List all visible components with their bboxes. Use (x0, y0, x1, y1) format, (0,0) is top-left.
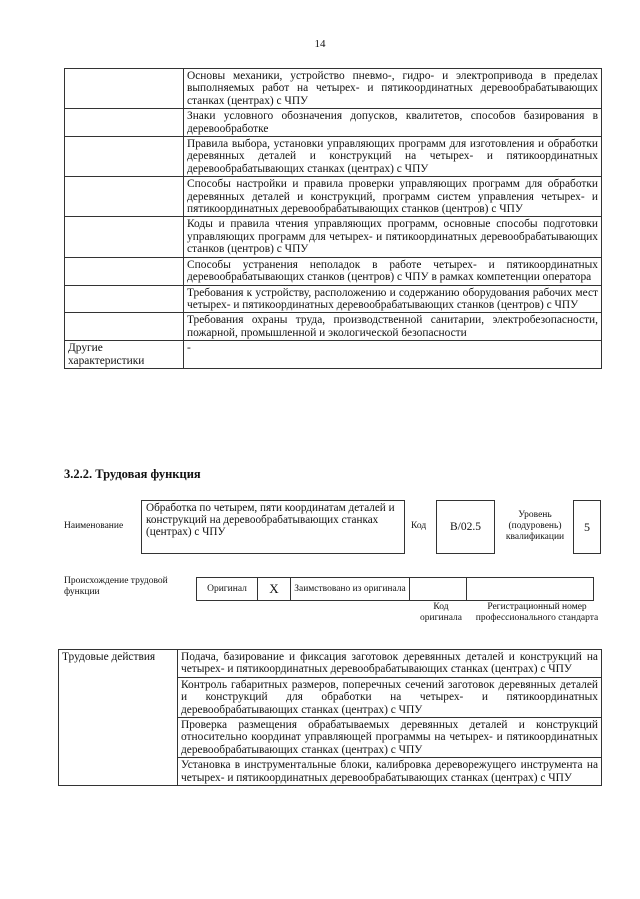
name-label: Наименование (64, 521, 124, 531)
table-row (65, 177, 602, 217)
labor-actions-table (58, 649, 602, 786)
table-row (65, 341, 602, 369)
original-cell: Оригинал (197, 578, 258, 601)
table-row (65, 137, 602, 177)
row-text: Правила выбора, установки управляющих программ для изготовления и обработки деревянных деталей и конструкций на четырех- и пятикоординатных деревообрабатывающих станках (центрах) с ЧПУ (184, 137, 602, 177)
table-row (59, 650, 602, 678)
code-caption: Код оригинала (420, 602, 462, 623)
table-row (65, 69, 602, 109)
function-code-box: B/02.5 (436, 500, 495, 554)
function-name-box: Обработка по четырем, пяти координатам деталей и конструкций на деревообрабатывающих станках (центрах) с ЧПУ (141, 500, 405, 554)
row-label (65, 257, 184, 285)
origin-label: Происхождение трудовой функции (64, 576, 168, 597)
table-row (65, 257, 602, 285)
section-heading: 3.2.2. Трудовая функция (64, 467, 201, 481)
borrowed-cell: Заимствовано из оригинала (291, 578, 410, 601)
original-code-cell (410, 578, 467, 601)
row-label (65, 217, 184, 257)
row-text: - (184, 341, 602, 369)
level-label: Уровень (подуровень) квалификации (505, 510, 565, 542)
row-text: Установка в инструментальные блоки, калибровка дереворежущего инструмента на четырех- и пятикоординатных деревообрабатывающих станках (центрах) с ЧПУ (178, 758, 602, 786)
row-text: Способы устранения неполадок в работе четырех- и пятикоординатных деревообрабатывающих станков (центров) с ЧПУ в рамках компетенции оператора (184, 257, 602, 285)
row-label (65, 137, 184, 177)
registration-cell (467, 578, 594, 601)
row-text: Знаки условного обозначения допусков, квалитетов, способов базирования в деревообработке (184, 109, 602, 137)
row-label (65, 285, 184, 313)
knowledge-table (64, 68, 602, 369)
row-label (65, 69, 184, 109)
table-row (65, 313, 602, 341)
row-label (65, 109, 184, 137)
labor-actions-label: Трудовые действия (59, 650, 178, 786)
original-mark: X (258, 578, 291, 601)
row-text: Подача, базирование и фиксация заготовок деревянных деталей и конструкций на четырех- и пятикоординатных деревообрабатывающих станках (центрах) с ЧПУ (178, 650, 602, 678)
row-text: Требования охраны труда, производственной санитарии, электробезопасности, пожарной, промышленной и экологической безопасности (184, 313, 602, 341)
registration-caption: Регистрационный номер профессионального стандарта (475, 602, 599, 623)
row-text: Коды и правила чтения управляющих программ, основные способы подготовки управляющих программ для четырех- и пятикоординатных деревообрабатывающих станков (центров) с ЧПУ (184, 217, 602, 257)
row-label-other: Другие характеристики (65, 341, 184, 369)
page-number: 14 (314, 38, 326, 50)
table-row (65, 217, 602, 257)
table-row (65, 285, 602, 313)
row-text: Проверка размещения обрабатываемых деревянных деталей и конструкций относительно координат управляющей программы на четырех- и пятикоординатных деревообрабатывающих станках (центрах) с ЧПУ (178, 718, 602, 758)
level-box: 5 (573, 500, 601, 554)
row-text: Контроль габаритных размеров, поперечных сечений заготовок деревянных деталей и конструкций для обработки на четырех- и пятикоординатных деревообрабатывающих станках (центрах) с ЧПУ (178, 677, 602, 717)
row-text: Основы механики, устройство пневмо-, гидро- и электропривода в пределах выполняемых работ на четырех- и пятикоординатных деревообрабатывающих станках (центрах) с ЧПУ (184, 69, 602, 109)
origin-table (196, 577, 594, 601)
row-text: Способы настройки и правила проверки управляющих программ для обработки деревянных деталей и конструкций, программ систем управления четырех- и пятикоординатных деревообрабатывающих станков (центров) с ЧПУ (184, 177, 602, 217)
row-label (65, 313, 184, 341)
row-text: Требования к устройству, расположению и содержанию оборудования рабочих мест четырех- и пятикоординатных деревообрабатывающих станков (центров) с ЧПУ (184, 285, 602, 313)
code-label: Код (411, 521, 427, 531)
row-label (65, 177, 184, 217)
table-row (65, 109, 602, 137)
